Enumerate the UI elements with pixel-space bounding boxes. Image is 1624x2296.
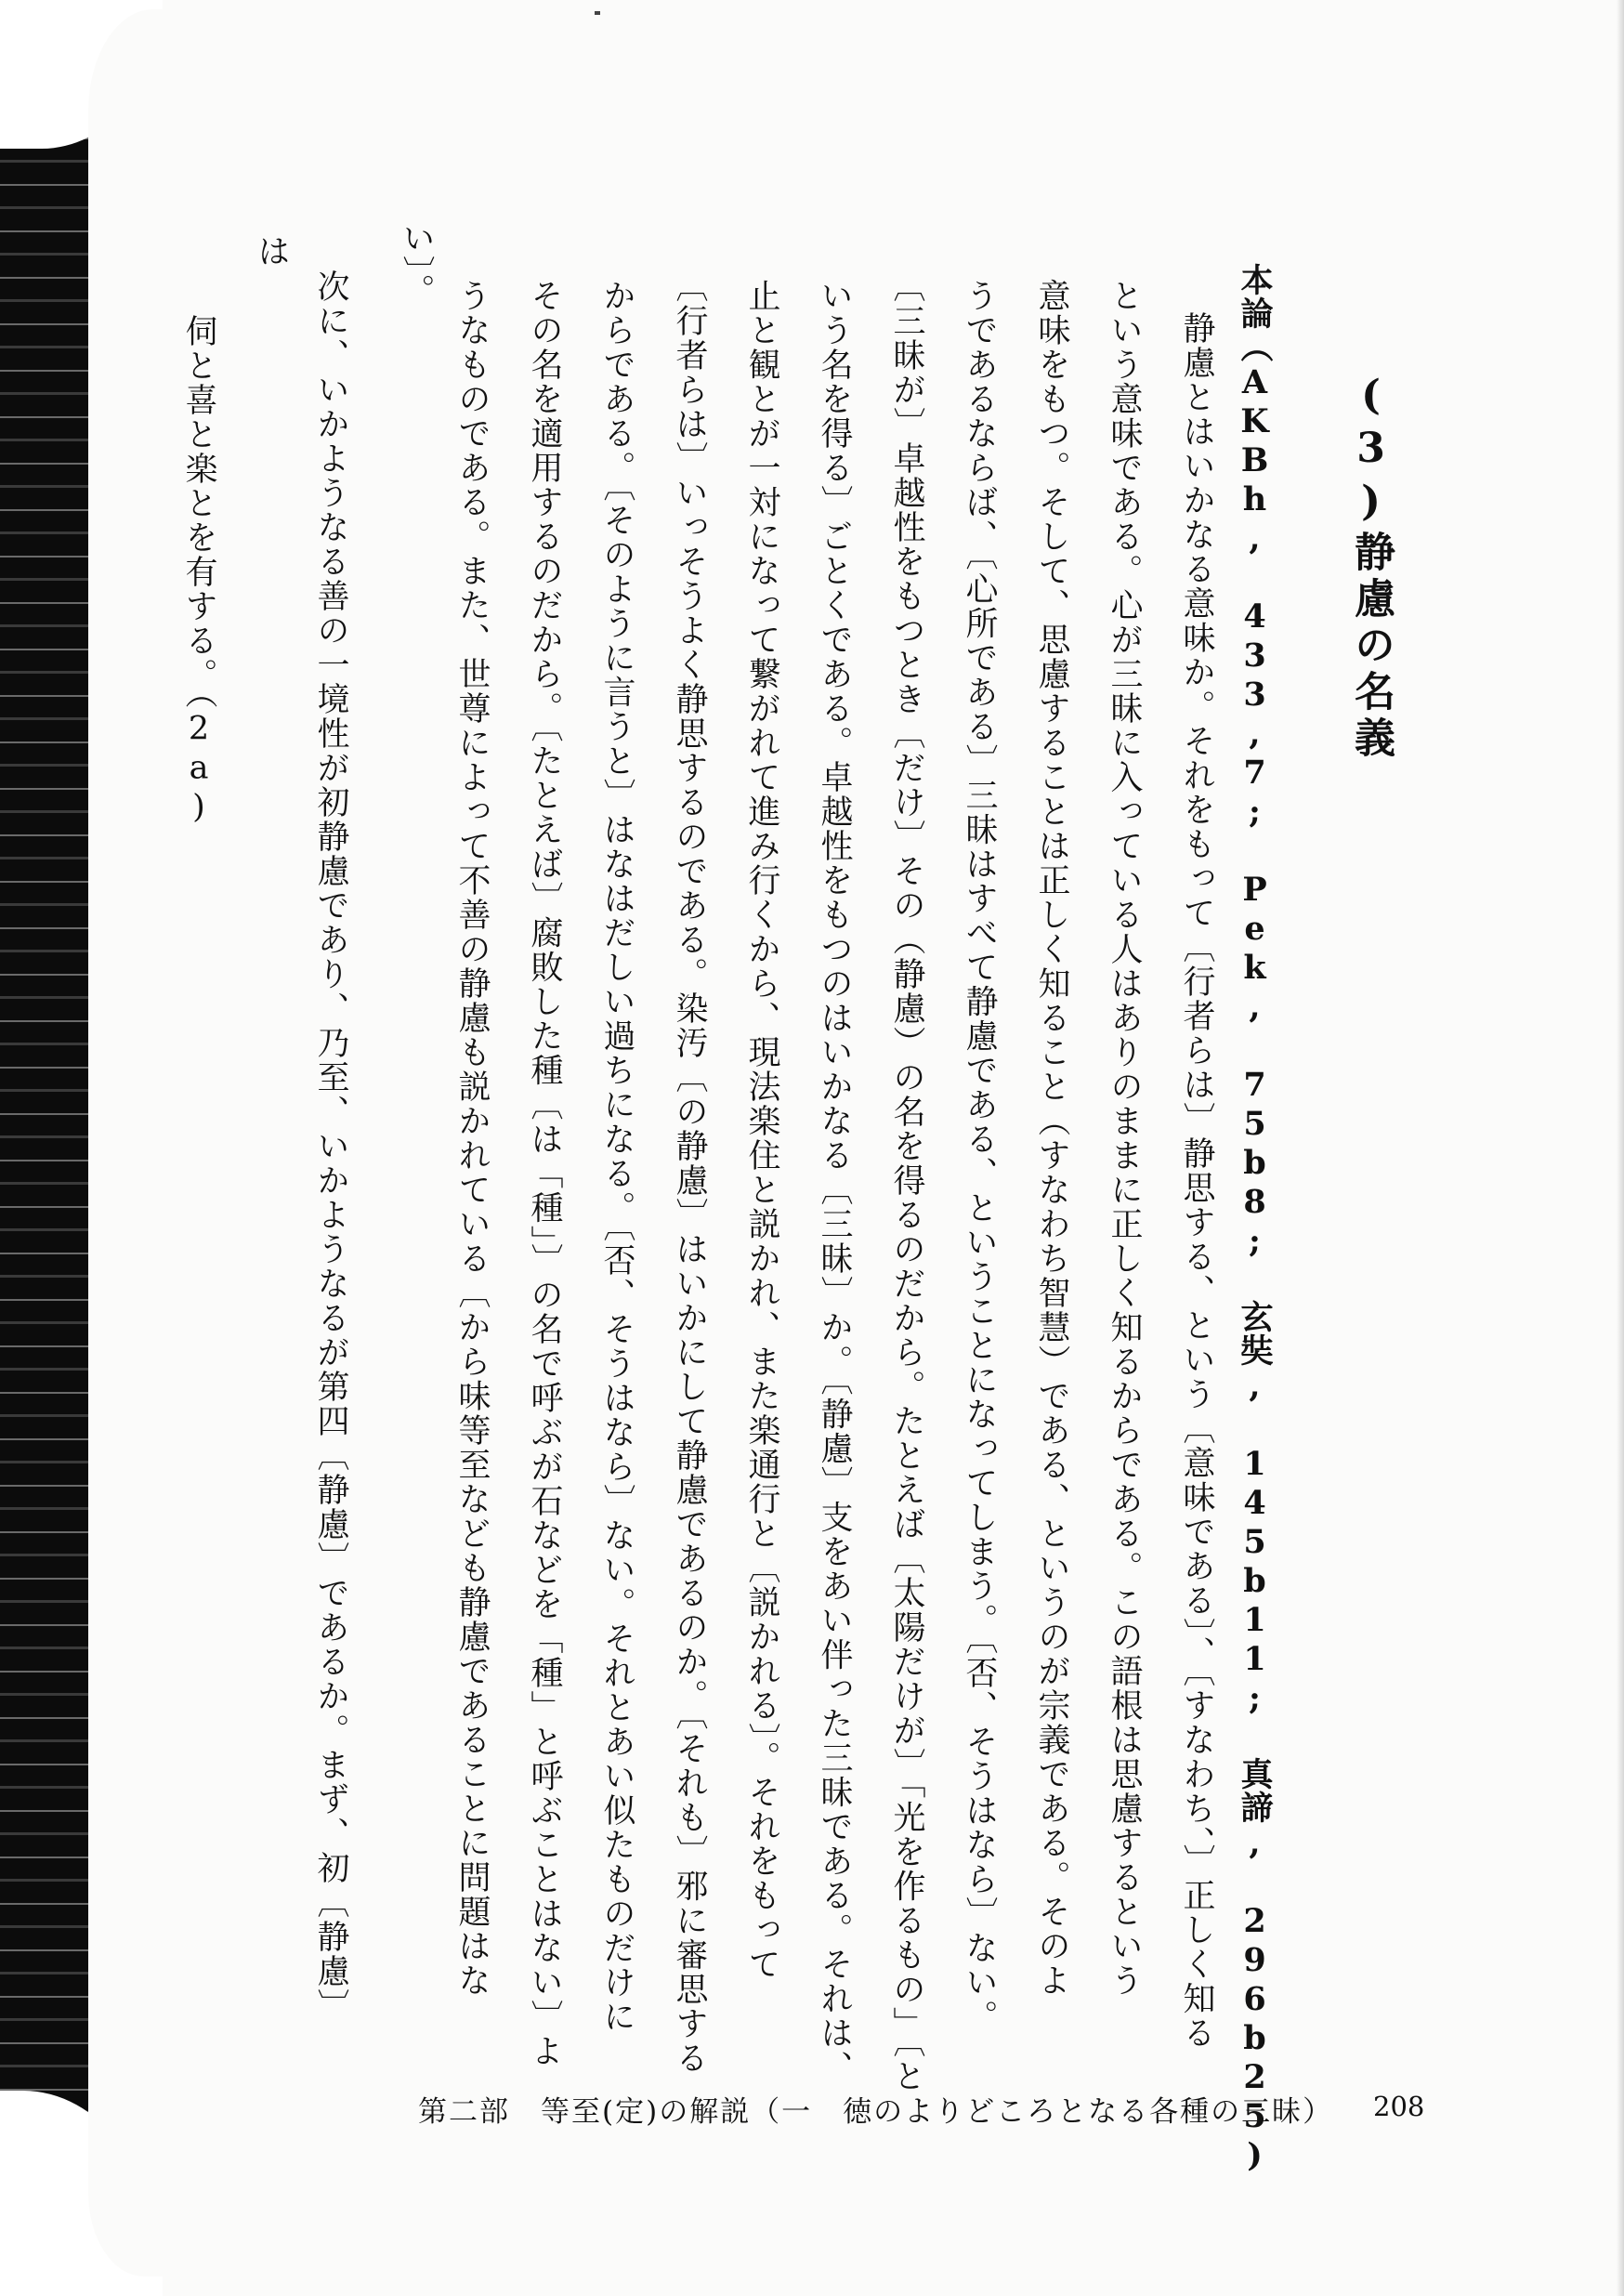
body-line: 止と観とが一対になって繋がれて進み行くから、現法楽住と説かれ、また楽通行と〔説かれる〕。それをもって: [743, 279, 780, 1982]
body-line: うであるならば、〔心所である〕三昧はすべて静慮である、ということになってしまう。〔否、そうはなら〕ない。: [961, 279, 998, 2034]
running-head: 第二部 等至(定)の解説（一 徳のよりどころとなる各種の三昧）: [418, 2095, 1334, 2129]
section-heading: [1347, 372, 1395, 763]
page-number: 208: [1373, 2091, 1425, 2122]
body-line: い〕。: [398, 221, 435, 308]
body-line: 意味をもつ。そして、思慮することは正しく知ること（すなわち智慧）である、というのが宗義である。そのよ: [1033, 279, 1070, 1998]
section-title: 静慮の名義: [1347, 531, 1395, 763]
body-line: その名を適用するのだから。〔たとえば〕腐敗した種〔は「種」〕の名で呼ぶが石などを「種」と呼ぶことはない〕よ: [526, 279, 563, 2068]
body-line: いう名を得る〕ごとくである。卓越性をもつのはいかなる〔三昧〕か。〔静慮〕支をあい伴った三昧である。それは、: [816, 279, 853, 2085]
source-label: 本論: [1236, 263, 1274, 330]
section-number: (3): [1347, 372, 1395, 531]
body-line: 静慮とはいかなる意味か。それをもって〔行者らは〕静思する、という〔意味である〕、〔すなわち、〕正しく知る: [1178, 311, 1215, 2051]
source-reference: [1236, 263, 1274, 2175]
source-ref: （AKBh, 433,7; Pek, 75b8; 玄奘, 145b11; 真諦, 296b25): [1236, 330, 1274, 2175]
paragraph-line: 次に、いかようなる善の一境性が初静慮であり、乃至、いかようなるが第四〔静慮〕であるか。まず、初〔静慮〕: [312, 269, 349, 2023]
body-line: からである。〔そのように言うと〕はなはだしい過ちになる。〔否、そうはなら〕ない。それとあい似たものだけに: [598, 279, 635, 2034]
body-line: という意味である。心が三昧に入っている人はありのままに正しく知るからである。この語根は思慮するという: [1106, 279, 1143, 1998]
verse-quote: 伺と喜と楽とを有する。（2a): [180, 314, 217, 828]
right-edge-shadow: [1617, 0, 1624, 2296]
body-line: うなものである。また、世尊によって不善の静慮も説かれている〔から味等至なども静慮であることに問題はな: [453, 279, 491, 1998]
scan-speck: [595, 11, 600, 15]
paragraph-line: は: [253, 234, 290, 269]
body-line: 〔行者らは〕いっそうよく静思するのである。染汚〔の静慮〕はいかにして静慮であるのか。〔それも〕邪に審思する: [671, 269, 708, 2076]
body-line: 〔三昧が〕卓越性をもつとき〔だけ〕その（静慮）の名を得るのだから。たとえば〔太陽だけが〕「光を作るもの」〔と: [888, 269, 925, 2093]
